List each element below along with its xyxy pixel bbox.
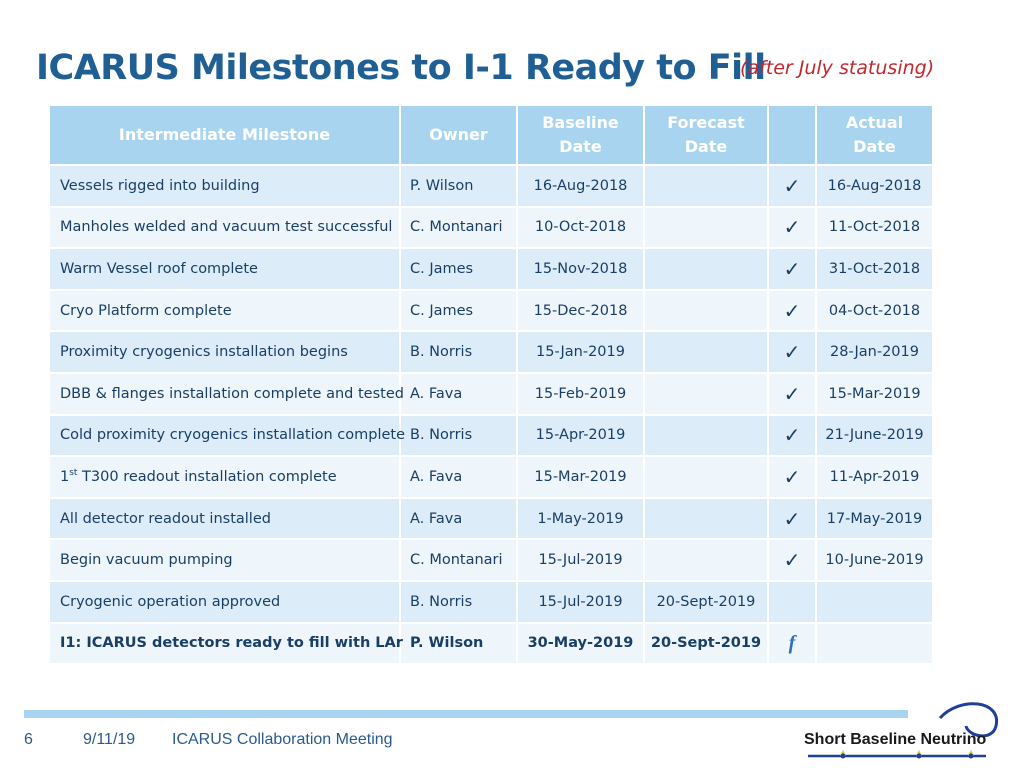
header-forecast-date [644, 105, 768, 165]
baseline-date-cell: 30-May-2019 [517, 623, 644, 665]
table-row [49, 623, 933, 665]
owner-cell: C. James [400, 290, 517, 332]
header-status [768, 105, 816, 165]
flag-f-icon: f [768, 623, 816, 665]
owner-cell: C. Montanari [400, 207, 517, 249]
checkmark-icon: ✓ [768, 456, 816, 498]
baseline-date-cell: 1-May-2019 [517, 498, 644, 540]
checkmark-icon: ✓ [768, 373, 816, 415]
milestone-ordinal-suffix: st [69, 468, 78, 479]
forecast-date-cell [644, 498, 768, 540]
checkmark-icon: ✓ [768, 248, 816, 290]
header-baseline-date [517, 105, 644, 165]
forecast-date-cell [644, 331, 768, 373]
actual-date-cell: 11-Apr-2019 [816, 456, 933, 498]
header-actual-line2: Date [853, 137, 896, 156]
owner-cell: C. Montanari [400, 539, 517, 581]
page-number: 6 [24, 731, 33, 748]
forecast-date-cell: 20-Sept-2019 [644, 623, 768, 665]
header-forecast-line1: Forecast [667, 113, 745, 132]
baseline-date-cell: 10-Oct-2018 [517, 207, 644, 249]
forecast-date-cell [644, 415, 768, 457]
baseline-date-cell: 15-Jul-2019 [517, 539, 644, 581]
header-baseline-line1: Baseline [542, 113, 619, 132]
header-milestone: Intermediate Milestone [49, 105, 400, 165]
milestone-cell: All detector readout installed [49, 498, 400, 540]
milestone-cell: Begin vacuum pumping [49, 539, 400, 581]
milestone-cell: DBB & flanges installation complete and tested [49, 373, 400, 415]
table-row [49, 456, 933, 498]
milestone-text: T300 readout installation complete [77, 468, 337, 485]
sbn-logo [790, 698, 1000, 764]
milestone-ordinal: 1 [60, 468, 70, 485]
actual-date-cell: 31-Oct-2018 [816, 248, 933, 290]
baseline-date-cell: 15-Apr-2019 [517, 415, 644, 457]
footer-meeting-name: ICARUS Collaboration Meeting [172, 731, 393, 748]
owner-cell: C. James [400, 248, 517, 290]
owner-cell: A. Fava [400, 456, 517, 498]
table-row [49, 581, 933, 623]
header-owner: Owner [400, 105, 517, 165]
actual-date-cell: 15-Mar-2019 [816, 373, 933, 415]
forecast-date-cell [644, 290, 768, 332]
owner-cell: B. Norris [400, 331, 517, 373]
owner-cell: A. Fava [400, 373, 517, 415]
table-row [49, 539, 933, 581]
checkmark-icon: ✓ [768, 415, 816, 457]
footer-date: 9/11/19 [83, 731, 136, 748]
slide-title: ICARUS Milestones to I-1 Ready to Fill [36, 48, 766, 88]
forecast-date-cell [644, 207, 768, 249]
logo-text: Short Baseline Neutrino [804, 731, 987, 748]
header-forecast-line2: Date [684, 137, 728, 156]
table-row [49, 373, 933, 415]
milestone-cell: Warm Vessel roof complete [49, 248, 400, 290]
forecast-date-cell [644, 456, 768, 498]
actual-date-cell: 10-June-2019 [816, 539, 933, 581]
actual-date-cell: 04-Oct-2018 [816, 290, 933, 332]
milestone-cell: Cryogenic operation approved [49, 581, 400, 623]
table-header-row [49, 105, 933, 165]
baseline-date-cell: 15-Jan-2019 [517, 331, 644, 373]
owner-cell: B. Norris [400, 581, 517, 623]
forecast-date-cell [644, 373, 768, 415]
baseline-date-cell: 16-Aug-2018 [517, 165, 644, 207]
milestone-cell: I1: ICARUS detectors ready to fill with LAr [49, 623, 400, 665]
owner-cell: B. Norris [400, 415, 517, 457]
checkmark-icon: ✓ [768, 165, 816, 207]
actual-date-cell [816, 623, 933, 665]
checkmark-icon: ✓ [768, 498, 816, 540]
forecast-date-cell [644, 539, 768, 581]
table-row [49, 165, 933, 207]
checkmark-icon: ✓ [768, 290, 816, 332]
owner-cell: A. Fava [400, 498, 517, 540]
header-actual-date [816, 105, 933, 165]
actual-date-cell: 28-Jan-2019 [816, 331, 933, 373]
actual-date-cell: 17-May-2019 [816, 498, 933, 540]
table-row [49, 290, 933, 332]
owner-cell: P. Wilson [400, 623, 517, 665]
checkmark-icon: ✓ [768, 539, 816, 581]
actual-date-cell: 21-June-2019 [816, 415, 933, 457]
checkmark-icon: ✓ [768, 331, 816, 373]
status-cell [768, 581, 816, 623]
header-actual-line1: Actual [845, 113, 904, 132]
table-row [49, 331, 933, 373]
actual-date-cell: 11-Oct-2018 [816, 207, 933, 249]
milestone-cell: Manholes welded and vacuum test successful [49, 207, 400, 249]
header-baseline-line2: Date [559, 137, 602, 156]
milestone-cell [49, 456, 400, 498]
baseline-date-cell: 15-Jul-2019 [517, 581, 644, 623]
table-row [49, 415, 933, 457]
forecast-date-cell: 20-Sept-2019 [644, 581, 768, 623]
forecast-date-cell [644, 248, 768, 290]
checkmark-icon: ✓ [768, 207, 816, 249]
slide-subtitle: (after July statusing) [740, 57, 935, 79]
table-row [49, 248, 933, 290]
table-row [49, 498, 933, 540]
actual-date-cell: 16-Aug-2018 [816, 165, 933, 207]
forecast-date-cell [644, 165, 768, 207]
table-row [49, 207, 933, 249]
baseline-date-cell: 15-Nov-2018 [517, 248, 644, 290]
footer-divider-bar [24, 710, 908, 718]
baseline-date-cell: 15-Feb-2019 [517, 373, 644, 415]
actual-date-cell [816, 581, 933, 623]
milestone-cell: Cryo Platform complete [49, 290, 400, 332]
milestone-cell: Proximity cryogenics installation begins [49, 331, 400, 373]
milestone-cell: Cold proximity cryogenics installation complete [49, 415, 400, 457]
baseline-date-cell: 15-Mar-2019 [517, 456, 644, 498]
milestones-table [48, 104, 934, 665]
baseline-date-cell: 15-Dec-2018 [517, 290, 644, 332]
owner-cell: P. Wilson [400, 165, 517, 207]
milestone-cell: Vessels rigged into building [49, 165, 400, 207]
